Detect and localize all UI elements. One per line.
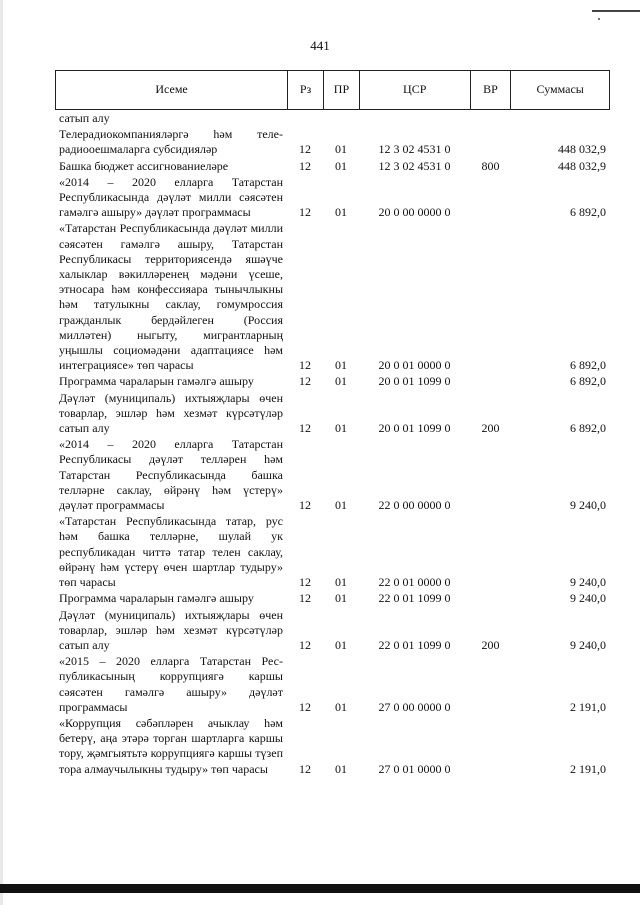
cell-csr: 20 0 01 1099 0 bbox=[378, 421, 451, 436]
cell-vr: 800 bbox=[481, 158, 500, 173]
cell-sum: 9 240,0 bbox=[570, 575, 606, 590]
cell-pr: 01 bbox=[335, 421, 347, 436]
cell-csr: 12 3 02 4531 0 bbox=[378, 142, 451, 157]
cell-vr: 200 bbox=[481, 637, 500, 652]
header-csr: ЦСР bbox=[359, 71, 470, 109]
cell-rz: 12 bbox=[299, 637, 311, 652]
cell-pr: 01 bbox=[335, 591, 347, 606]
cell-name: Программа чараларын гамәлгә ашыру bbox=[59, 591, 254, 606]
cell-name: Башка бюджет ассигнованиеләре bbox=[59, 158, 229, 173]
cell-pr: 01 bbox=[335, 205, 347, 220]
table-row bbox=[55, 654, 610, 715]
cell-vr: 200 bbox=[481, 421, 500, 436]
cell-rz: 12 bbox=[299, 575, 311, 590]
table-row bbox=[55, 374, 610, 389]
cell-rz: 12 bbox=[299, 142, 311, 157]
cell-csr: 20 0 00 0000 0 bbox=[378, 205, 451, 220]
scan-mark bbox=[592, 10, 640, 12]
cell-rz: 12 bbox=[299, 761, 311, 776]
cell-pr: 01 bbox=[335, 637, 347, 652]
cell-rz: 12 bbox=[299, 498, 311, 513]
cell-csr: 20 0 01 1099 0 bbox=[378, 374, 451, 389]
cell-rz: 12 bbox=[299, 358, 311, 373]
table-row bbox=[55, 221, 610, 373]
cell-pr: 01 bbox=[335, 358, 347, 373]
cell-rz: 12 bbox=[299, 205, 311, 220]
cell-name: «2014 – 2020 елларга Татарстан Республикасында дәүләт милли сәясәтен гамәлгә ашыру» дәүләт программасы bbox=[59, 174, 283, 220]
cell-name: «Коррупция сәбәпләрен ачыклау һәм бетерү, аңа этәрә торган шартларга каршы тору, җәмгыятьтә коррупциягә каршы түзеп тора алмаучылыкны тудыру» төп чарасы bbox=[59, 715, 283, 776]
cell-rz: 12 bbox=[299, 421, 311, 436]
scan-speck bbox=[598, 18, 600, 20]
budget-table bbox=[55, 70, 610, 778]
cell-name: Дәүләт (муниципаль) ихтыяҗлары өчен товарлар, эшләр һәм хезмәт күрсәтүләр сатып алу bbox=[59, 390, 283, 436]
cell-name: «2014 – 2020 елларга Татарстан Республикасы дәүләт телләрен һәм Татарстан Республикасында башка телләрне саклау, өйрәнү һәм үстерү» дәүләт программасы bbox=[59, 437, 283, 513]
cell-csr: 27 0 00 0000 0 bbox=[378, 699, 451, 714]
cell-sum: 9 240,0 bbox=[570, 498, 606, 513]
cell-sum: 9 240,0 bbox=[570, 591, 606, 606]
cell-csr: 27 0 01 0000 0 bbox=[378, 761, 451, 776]
cell-sum: 9 240,0 bbox=[570, 637, 606, 652]
cell-pr: 01 bbox=[335, 761, 347, 776]
cell-rz: 12 bbox=[299, 158, 311, 173]
cell-sum: 6 892,0 bbox=[570, 358, 606, 373]
cell-sum: 2 191,0 bbox=[570, 761, 606, 776]
cell-name: Программа чараларын гамәлгә ашыру bbox=[59, 374, 254, 389]
cell-sum: 448 032,9 bbox=[558, 142, 606, 157]
table-row bbox=[55, 111, 610, 126]
cell-csr: 22 0 01 1099 0 bbox=[378, 591, 451, 606]
cell-csr: 20 0 01 0000 0 bbox=[378, 358, 451, 373]
cell-rz: 12 bbox=[299, 591, 311, 606]
table-row bbox=[55, 159, 610, 174]
header-sum: Суммасы bbox=[510, 71, 609, 109]
cell-pr: 01 bbox=[335, 498, 347, 513]
cell-sum: 6 892,0 bbox=[570, 421, 606, 436]
table-body bbox=[55, 111, 610, 777]
table-header bbox=[55, 70, 610, 110]
cell-pr: 01 bbox=[335, 575, 347, 590]
cell-name: «2015 – 2020 елларга Татарстан Рес-публикасының коррупциягә каршы сәясәтен гамәлгә ашыру» дәүләт программасы bbox=[59, 654, 283, 714]
scan-bottom-bar bbox=[0, 884, 640, 893]
cell-rz: 12 bbox=[299, 374, 311, 389]
cell-pr: 01 bbox=[335, 374, 347, 389]
page-number: 441 bbox=[310, 38, 330, 53]
cell-pr: 01 bbox=[335, 699, 347, 714]
table-row bbox=[55, 175, 610, 221]
cell-name: «Татарстан Республикасында дәүләт милли сәясәтен гамәлгә ашыру, Татарстан Республикасы территориясендә яшәүче халыклар вәкилләренең мәдәни үсеше, этносара һәм конфессияара тынычлыкны һәм татулыкны саклау, гомумроссия гражданлык бердәйлеген (Россия милләтен) ныгыту, мигрантларның уңышлы социомәдәни адаптациясе һәм интеграциясе» төп чарасы bbox=[59, 221, 283, 373]
table-row bbox=[55, 127, 610, 157]
cell-csr: 22 0 01 0000 0 bbox=[378, 575, 451, 590]
cell-sum: 6 892,0 bbox=[570, 374, 606, 389]
cell-csr: 22 0 01 1099 0 bbox=[378, 637, 451, 652]
header-vr: ВР bbox=[470, 71, 511, 109]
cell-name: Дәүләт (муниципаль) ихтыяҗлары өчен товарлар, эшләр һәм хезмәт күрсәтүләр сатып алу bbox=[59, 607, 283, 652]
cell-sum: 2 191,0 bbox=[570, 699, 606, 714]
table-row bbox=[55, 716, 610, 777]
cell-pr: 01 bbox=[335, 158, 347, 173]
header-name: Исеме bbox=[155, 82, 188, 97]
cell-sum: 6 892,0 bbox=[570, 205, 606, 220]
table-row bbox=[55, 391, 610, 437]
header-pr: ПР bbox=[323, 71, 359, 109]
cell-rz: 12 bbox=[299, 699, 311, 714]
cell-name: сатып алу bbox=[59, 111, 110, 125]
cell-pr: 01 bbox=[335, 142, 347, 157]
table-row bbox=[55, 514, 610, 590]
table-row bbox=[55, 437, 610, 513]
cell-csr: 12 3 02 4531 0 bbox=[378, 158, 451, 173]
cell-csr: 22 0 00 0000 0 bbox=[378, 498, 451, 513]
table-row bbox=[55, 591, 610, 606]
cell-sum: 448 032,9 bbox=[558, 158, 606, 173]
header-rz: Рз bbox=[287, 71, 323, 109]
cell-name: «Татарстан Республикасында татар, рус һәм башка телләрне, шулай ук республикадан читтә татар телен саклау, өйрәнү һәм үстерү өчен шартлар тудыру» төп чарасы bbox=[59, 514, 283, 590]
table-row bbox=[55, 608, 610, 654]
cell-name: Телерадиокомпанияләргә һәм теле-радиооешмаларга субсидияләр bbox=[59, 127, 283, 157]
scan-left-edge bbox=[0, 0, 3, 905]
